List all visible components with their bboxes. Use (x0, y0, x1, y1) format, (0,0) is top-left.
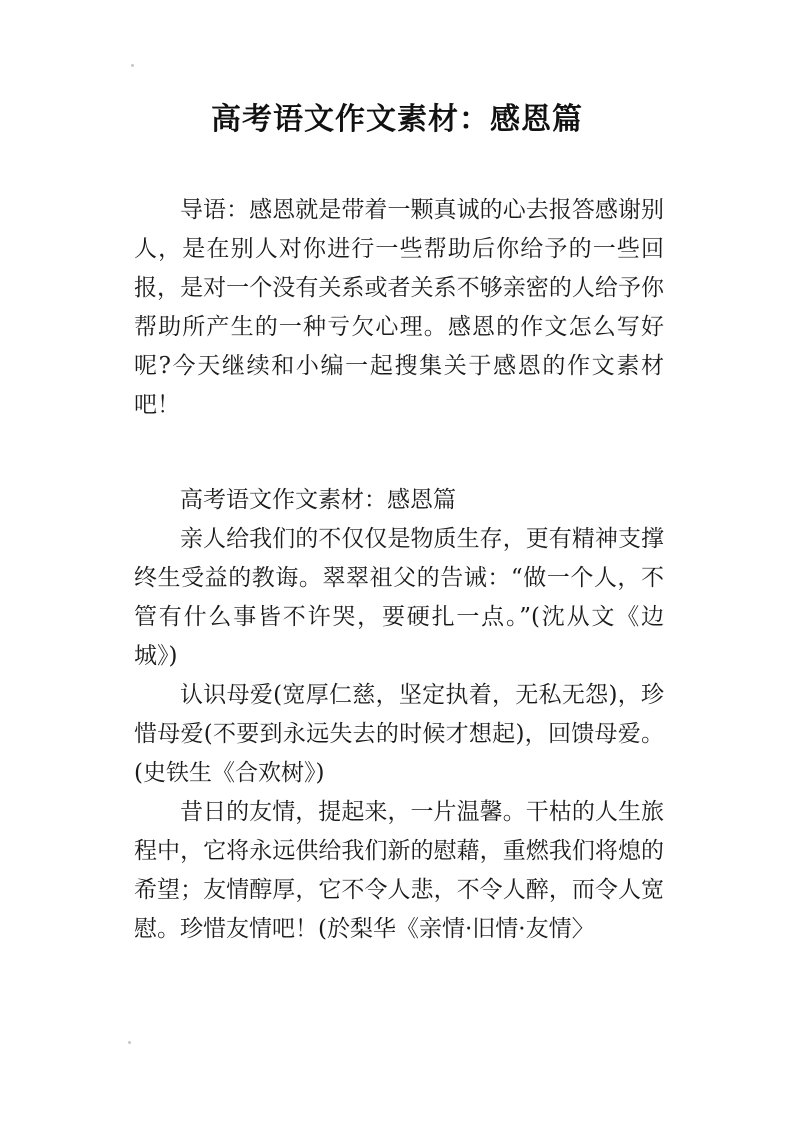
intro-paragraph: 导语：感恩就是带着一颗真诚的心去报答感谢别人，是在别人对你进行一些帮助后你给予的一些回报，是对一个没有关系或者关系不够亲密的人给予你帮助所产生的一种亏欠心理。感恩的作文怎么写好呢?今天继续和小编一起搜集关于感恩的作文素材吧！ (134, 197, 664, 418)
section-heading: 高考语文作文素材：感恩篇 (180, 487, 456, 513)
intro-block (134, 191, 664, 425)
document-title: 高考语文作文素材：感恩篇 (211, 102, 583, 137)
scan-speck (128, 1041, 131, 1044)
section-block (134, 481, 664, 949)
body-paragraph: 认识母爱(宽厚仁慈，坚定执着，无私无怨)，珍惜母爱(不要到永远失去的时候才想起)，回馈母爱。(史铁生《合欢树》) (134, 682, 664, 786)
body-paragraph: 亲人给我们的不仅仅是物质生存，更有精神支撑终生受益的教诲。翠翠祖父的告诫：“做一个人，不管有什么事皆不许哭，要硬扎一点。”(沈从文《边城》) (134, 526, 664, 669)
body-paragraph: 昔日的友情，提起来，一片温馨。干枯的人生旅程中，它将永远供给我们新的慰藉，重燃我们将熄的希望；友情醇厚，它不令人悲，不令人醉，而令人宽慰。珍惜友情吧！(於梨华《亲情·旧情·友情〉 (134, 799, 664, 942)
scan-speck (131, 64, 134, 67)
